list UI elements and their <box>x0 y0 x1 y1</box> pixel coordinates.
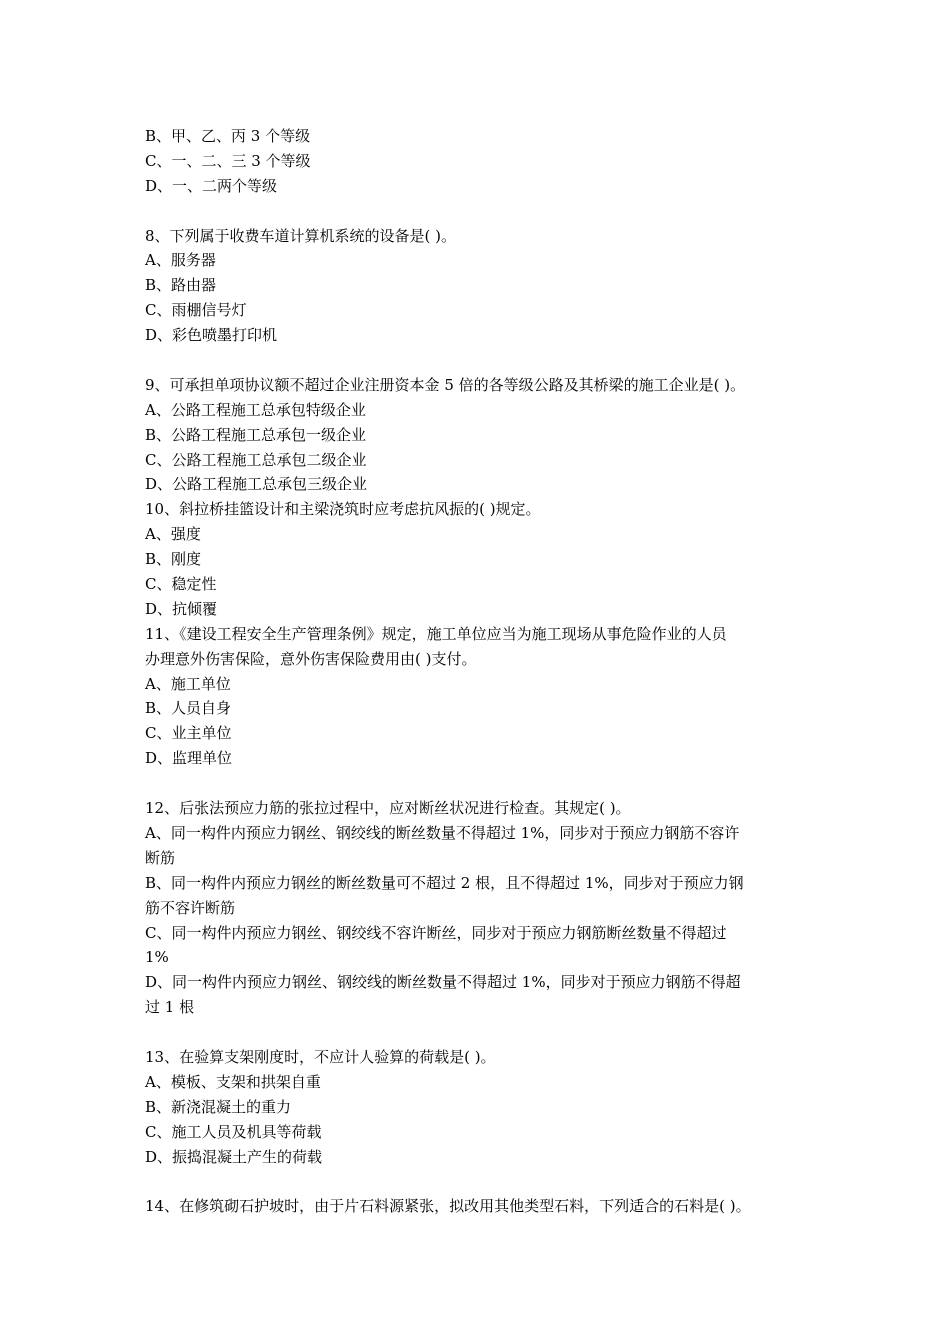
q11-option-d: D、监理单位 <box>145 749 233 768</box>
q9-option-a: A、公路工程施工总承包特级企业 <box>145 400 366 419</box>
q12-option-d-line-1: D、同一构件内预应力钢丝、钢绞线的断丝数量不得超过 1%，同步对于预应力钢筋不得超 <box>145 973 741 992</box>
q7-option-b: B、甲、乙、丙 3 个等级 <box>145 127 311 145</box>
q12-option-a-line-1: A、同一构件内预应力钢丝、钢绞线的断丝数量不得超过 1%，同步对于预应力钢筋不容许 <box>145 823 740 842</box>
q9-option-d: D、公路工程施工总承包三级企业 <box>145 475 368 494</box>
q13-stem: 13、在验算支架刚度时，不应计人验算的荷载是( )。 <box>145 1047 496 1066</box>
q10-option-d: D、抗倾覆 <box>145 599 218 618</box>
document-page <box>145 124 810 1219</box>
spacer <box>145 1169 810 1194</box>
q11-option-c: C、业主单位 <box>145 724 232 743</box>
q12-option-c-line-2: 1% <box>145 948 169 967</box>
q13-option-d: D、振捣混凝土产生的荷载 <box>145 1147 323 1166</box>
q12-option-b-line-1: B、同一构件内预应力钢丝的断丝数量可不超过 2 根，且不得超过 1%，同步对于预应力钢 <box>145 873 744 892</box>
q12-option-a-line-2: 断筋 <box>145 848 176 867</box>
q9-option-c: C、公路工程施工总承包二级企业 <box>145 450 367 469</box>
q12-stem: 12、后张法预应力筋的张拉过程中，应对断丝状况进行检查。其规定( )。 <box>145 799 631 818</box>
q8-option-a: A、服务器 <box>145 251 216 270</box>
q9-stem: 9、可承担单项协议额不超过企业注册资本金 5 倍的各等级公路及其桥梁的施工企业是( )。 <box>145 375 746 394</box>
q10-option-a: A、强度 <box>145 525 201 544</box>
spacer <box>145 199 810 224</box>
q8-option-c: C、雨棚信号灯 <box>145 301 247 320</box>
q12-option-c-line-1: C、同一构件内预应力钢丝、钢绞线不容许断丝，同步对于预应力钢筋断丝数量不得超过 <box>145 923 727 942</box>
q10-option-b: B、刚度 <box>145 550 202 569</box>
q10-stem: 10、斜拉桥挂篮设计和主梁浇筑时应考虑抗风振的( )规定。 <box>145 500 541 519</box>
spacer <box>145 771 810 796</box>
q13-option-b: B、新浇混凝土的重力 <box>145 1097 292 1116</box>
q8-stem: 8、下列属于收费车道计算机系统的设备是( )。 <box>145 226 457 245</box>
q11-stem-line-1: 11、《建设工程安全生产管理条例》规定，施工单位应当为施工现场从事危险作业的人员 <box>145 624 727 643</box>
q10-option-c: C、稳定性 <box>145 575 217 594</box>
q11-stem-line-2: 办理意外伤害保险，意外伤害保险费用由( )支付。 <box>145 649 477 668</box>
q7-option-c: C、一、二、三 3 个等级 <box>145 151 311 170</box>
q12-option-d-line-2: 过 1 根 <box>145 998 195 1017</box>
q13-option-c: C、施工人员及机具等荷载 <box>145 1122 322 1141</box>
q7-option-d: D、一、二两个等级 <box>145 176 278 195</box>
q9-option-b: B、公路工程施工总承包一级企业 <box>145 425 367 444</box>
spacer <box>145 348 810 373</box>
q14-stem: 14、在修筑砌石护坡时，由于片石料源紧张，拟改用其他类型石料，下列适合的石料是( )。 <box>145 1197 751 1216</box>
q8-option-d: D、彩色喷墨打印机 <box>145 326 278 345</box>
q12-option-b-line-2: 筋不容许断筋 <box>145 898 236 917</box>
spacer <box>145 1020 810 1045</box>
q11-option-b: B、人员自身 <box>145 699 232 718</box>
q13-option-a: A、模板、支架和拱架自重 <box>145 1072 321 1091</box>
q8-option-b: B、路由器 <box>145 276 217 295</box>
q11-option-a: A、施工单位 <box>145 674 231 693</box>
